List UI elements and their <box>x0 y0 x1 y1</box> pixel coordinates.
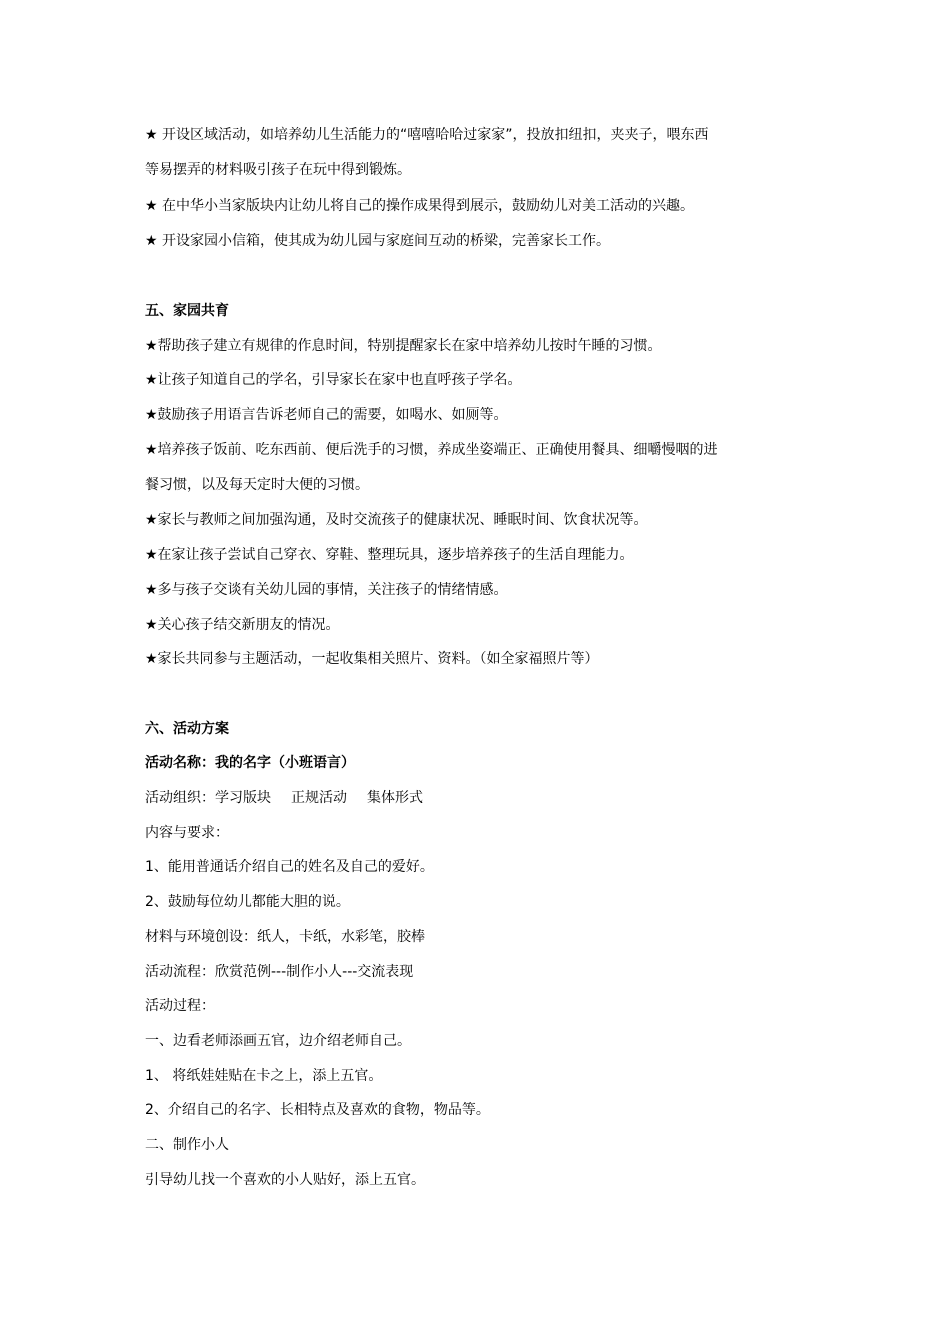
paragraph-line: 1、 将纸娃娃贴在卡之上，添上五官。 <box>145 1068 383 1084</box>
paragraph-line: 材料与环境创设：纸人，卡纸，水彩笔，胶棒 <box>145 929 425 945</box>
organization-part: 正规活动 <box>291 790 347 806</box>
paragraph-line: 1、能用普通话介绍自己的姓名及自己的爱好。 <box>145 859 434 875</box>
list-item: ★帮助孩子建立有规律的作息时间，特别提醒家长在家中培养幼儿按时午睡的习惯。 <box>145 338 662 354</box>
paragraph-line: 二、制作小人 <box>145 1137 229 1153</box>
paragraph-line: 内容与要求： <box>145 825 229 841</box>
paragraph-line: ★ 在中华小当家版块内让幼儿将自己的操作成果得到展示，鼓励幼儿对美工活动的兴趣。 <box>145 198 694 214</box>
activity-organization <box>145 788 825 808</box>
list-item: ★让孩子知道自己的学名，引导家长在家中也直呼孩子学名。 <box>145 372 522 388</box>
paragraph-line: ★ 开设区域活动，如培养幼儿生活能力的“嘻嘻哈哈过家家”，投放扣纽扣，夹夹子，喂东西 <box>145 127 709 143</box>
list-item: ★鼓励孩子用语言告诉老师自己的需要，如喝水、如厕等。 <box>145 407 508 423</box>
paragraph-line: 2、鼓励每位幼儿都能大胆的说。 <box>145 894 350 910</box>
section-heading: 六、活动方案 <box>145 721 229 737</box>
paragraph-line: 活动过程： <box>145 998 215 1014</box>
list-item: ★家长共同参与主题活动，一起收集相关照片、资料。（如全家福照片等） <box>145 651 599 667</box>
paragraph-line: 一、边看老师添画五官，边介绍老师自己。 <box>145 1033 411 1049</box>
list-item: ★关心孩子结交新朋友的情况。 <box>145 617 340 633</box>
organization-label: 活动组织：学习版块 <box>145 790 271 806</box>
paragraph-line: 2、介绍自己的名字、长相特点及喜欢的食物，物品等。 <box>145 1102 490 1118</box>
paragraph-line: 活动流程：欣赏范例---制作小人---交流表现 <box>145 964 414 980</box>
paragraph-line: ★ 开设家园小信箱，使其成为幼儿园与家庭间互动的桥梁，完善家长工作。 <box>145 233 610 249</box>
organization-part: 集体形式 <box>367 790 423 806</box>
paragraph-line: 引导幼儿找一个喜欢的小人贴好，添上五官。 <box>145 1172 425 1188</box>
list-item: ★多与孩子交谈有关幼儿园的事情，关注孩子的情绪情感。 <box>145 582 508 598</box>
list-item: ★家长与教师之间加强沟通，及时交流孩子的健康状况、睡眠时间、饮食状况等。 <box>145 512 648 528</box>
list-item: ★在家让孩子尝试自己穿衣、穿鞋、整理玩具，逐步培养孩子的生活自理能力。 <box>145 547 634 563</box>
list-item: 餐习惯，以及每天定时大便的习惯。 <box>145 477 369 493</box>
list-item: ★培养孩子饭前、吃东西前、便后洗手的习惯，养成坐姿端正、正确使用餐具、细嚼慢咽的进 <box>145 442 718 458</box>
activity-name: 活动名称：我的名字（小班语言） <box>145 755 355 771</box>
section-heading: 五、家园共育 <box>145 303 229 319</box>
paragraph-line: 等易摆弄的材料吸引孩子在玩中得到锻炼。 <box>145 162 411 178</box>
